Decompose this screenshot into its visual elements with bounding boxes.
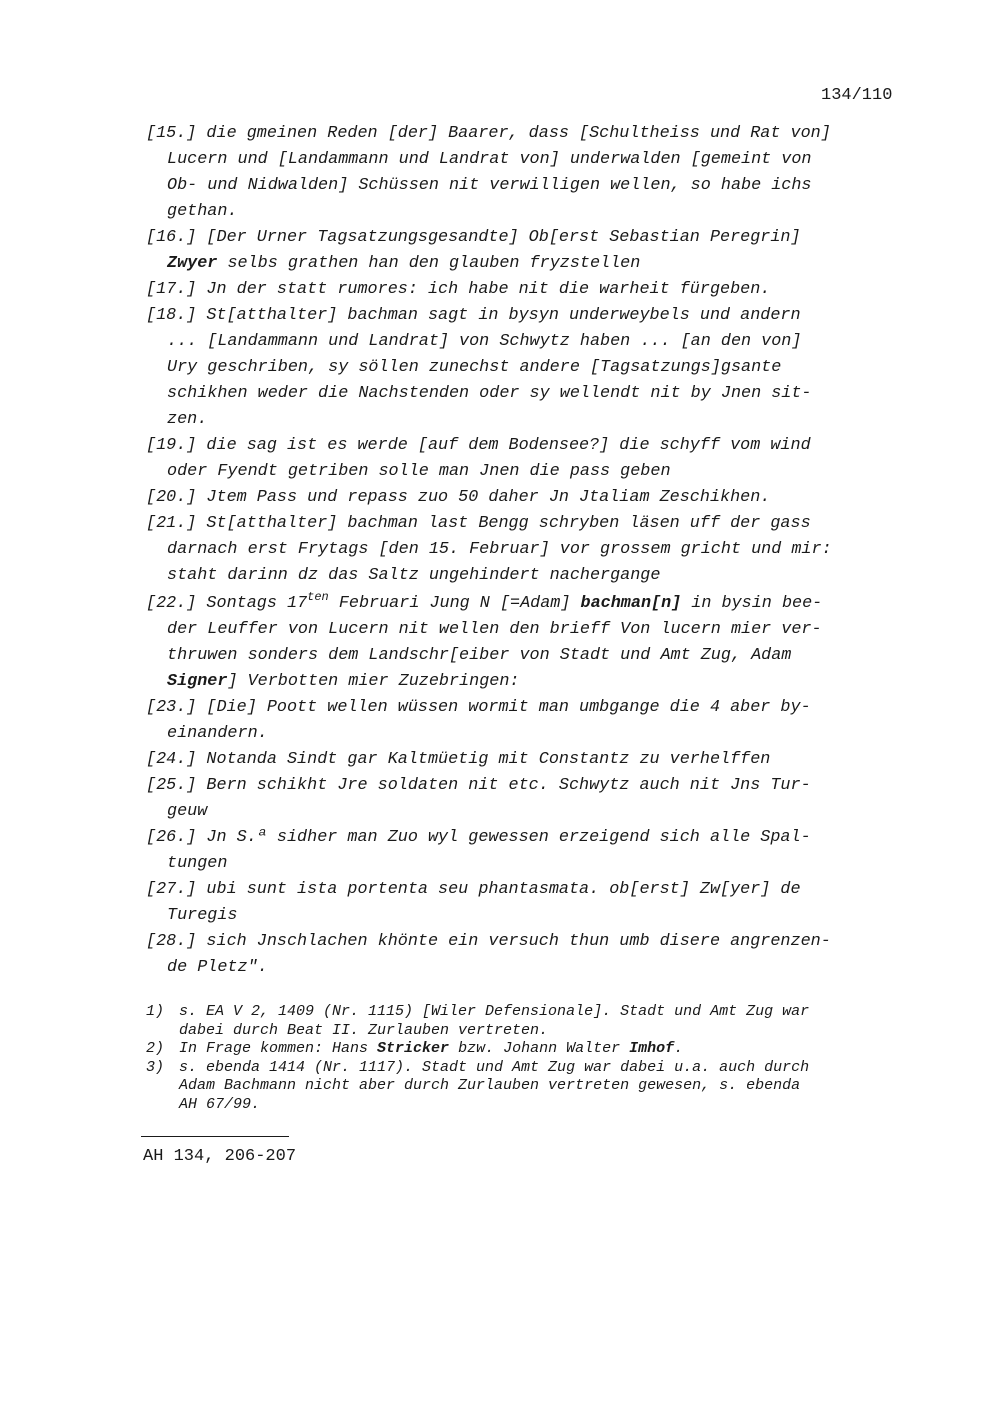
entry-line: schikhen weder die Nachstenden oder sy wellendt nit by Jnen sit- (167, 384, 812, 403)
entry-line: Ury geschriben, sy söllen zunechst andere [Tagsatzungs]gsante (167, 358, 782, 377)
entry-line: Turegis (167, 906, 238, 925)
entry-26 (146, 825, 916, 877)
footnote-line (179, 1040, 683, 1059)
footnote-2 (146, 1040, 906, 1059)
entry-line: [28.] sich Jnschlachen khönte ein versuch thun umb disere angrenzen- (146, 932, 831, 951)
entry-line: [17.] Jn der statt rumores: ich habe nit die warheit fürgeben. (146, 280, 771, 299)
footnote-number: 3) (146, 1058, 165, 1076)
footnote-line: dabei durch Beat II. Zurlauben vertreten. (179, 1021, 549, 1039)
entry-line: [25.] Bern schikht Jre soldaten nit etc. Schwytz auch nit Jns Tur- (146, 776, 811, 795)
page-number: 134/110 (821, 86, 893, 105)
entry-25 (146, 773, 916, 825)
person-name: Signer (167, 672, 228, 691)
entry-28 (146, 929, 916, 981)
entry-line: ... [Landammann und Landrat] von Schwytz haben ... [an den von] (167, 332, 802, 351)
footnote-text: bzw. Johann Walter (449, 1040, 630, 1057)
person-name: Stricker (377, 1040, 450, 1057)
entry-line: [27.] ubi sunt ista portenta seu phantasmata. ob[erst] Zw[yer] de (146, 880, 801, 899)
entry-line: [19.] die sag ist es werde [auf dem Bodensee?] die schyff vom wind (146, 436, 811, 455)
entry-15 (146, 121, 916, 225)
person-name: bachman[n] (580, 594, 682, 613)
entry-line-text: Februari Jung N [=Adam] (328, 594, 581, 613)
entry-line: tungen (167, 854, 228, 873)
entry-line: [16.] [Der Urner Tagsatzungsgesandte] Ob[erst Sebastian Peregrin] (146, 228, 801, 247)
entry-line-text: selbs grathen han den glauben fryzstellen (227, 254, 641, 273)
entry-line (146, 589, 822, 617)
entry-line: Lucern und [Landammann und Landrat von] underwalden [gemeint von (167, 150, 812, 169)
entry-line: [15.] die gmeinen Reden [der] Baarer, dass [Schultheiss und Rat von] (146, 124, 831, 143)
entry-line-text: in bysin bee- (681, 594, 823, 613)
footnote-1 (146, 1003, 906, 1040)
entry-line: staht darinn dz das Saltz ungehindert nachergange (167, 566, 661, 585)
entry-line: thruwen sonders dem Landschr[eiber von Stadt und Amt Zug, Adam (167, 646, 792, 665)
entry-line (146, 251, 801, 277)
entry-line: Ob- und Nidwalden] Schüssen nit verwilligen wellen, so habe ichs (167, 176, 812, 195)
footnote-number: 2) (146, 1040, 165, 1057)
entry-16 (146, 225, 916, 277)
entry-line: oder Fyendt getriben solle man Jnen die pass geben (167, 462, 671, 481)
person-name: Imhof (629, 1040, 675, 1057)
source-reference: AH 134, 206-207 (143, 1147, 297, 1166)
footnote-line: s. ebenda 1414 (Nr. 1117). Stadt und Amt Zug war dabei u.a. auch durch (179, 1058, 810, 1076)
entry-line: zen. (167, 410, 208, 429)
entry-17 (146, 277, 916, 303)
entry-19 (146, 433, 916, 485)
footnote-line: AH 67/99. (179, 1095, 261, 1113)
entry-list (146, 121, 916, 981)
source-divider (141, 1136, 289, 1137)
entry-line: einandern. (167, 724, 268, 743)
entry-line: [23.] [Die] Poott wellen wüssen wormit man umbgange die 4 aber by- (146, 698, 811, 717)
footnotes (146, 1003, 906, 1114)
entry-line: [20.] Jtem Pass und repass zuo 50 daher Jn Jtaliam Zeschikhen. (146, 488, 771, 507)
entry-line-text: [22.] Sontags 17 (146, 594, 308, 613)
entry-27 (146, 877, 916, 929)
entry-line: [24.] Notanda Sindt gar Kaltmüetig mit Constantz zu verhelffen (146, 750, 771, 769)
entry-line (146, 669, 822, 695)
entry-line: der Leuffer von Lucern nit wellen den brieff Von lucern mier ver- (167, 620, 822, 639)
entry-line: darnach erst Frytags [den 15. Februar] vor grossem gricht und mir: (167, 540, 832, 559)
entry-line: [21.] St[atthalter] bachman last Bengg schryben läsen uff der gass (146, 514, 811, 533)
footnote-number: 1) (146, 1003, 165, 1020)
footnote-line: s. EA V 2, 1409 (Nr. 1115) [Wiler Defensionale]. Stadt und Amt Zug war (179, 1003, 810, 1020)
entry-24 (146, 747, 916, 773)
entry-21 (146, 511, 916, 589)
entry-20 (146, 485, 916, 511)
footnote-text: . (674, 1040, 684, 1057)
entry-line-text: ] Verbotten mier Zuzebringen: (227, 672, 520, 691)
footnote-line: Adam Bachmann nicht aber durch Zurlauben vertreten gewesen, s. ebenda (179, 1077, 801, 1094)
entry-line: [18.] St[atthalter] bachman sagt in bysyn underweybels und andern (146, 306, 801, 325)
entry-23 (146, 695, 916, 747)
footnote-text: In Frage kommen: Hans (179, 1040, 378, 1057)
entry-line: de Pletz". (167, 958, 268, 977)
footnote-3 (146, 1059, 906, 1115)
entry-line: [26.] Jn S.ª sidher man Zuo wyl gewessen erzeigend sich alle Spal- (146, 828, 811, 847)
entry-line: geuw (167, 802, 208, 821)
superscript: ten (307, 590, 329, 604)
entry-18 (146, 303, 916, 433)
entry-22 (146, 589, 916, 695)
person-name: Zwyer (167, 254, 218, 273)
entry-line: gethan. (167, 202, 238, 221)
